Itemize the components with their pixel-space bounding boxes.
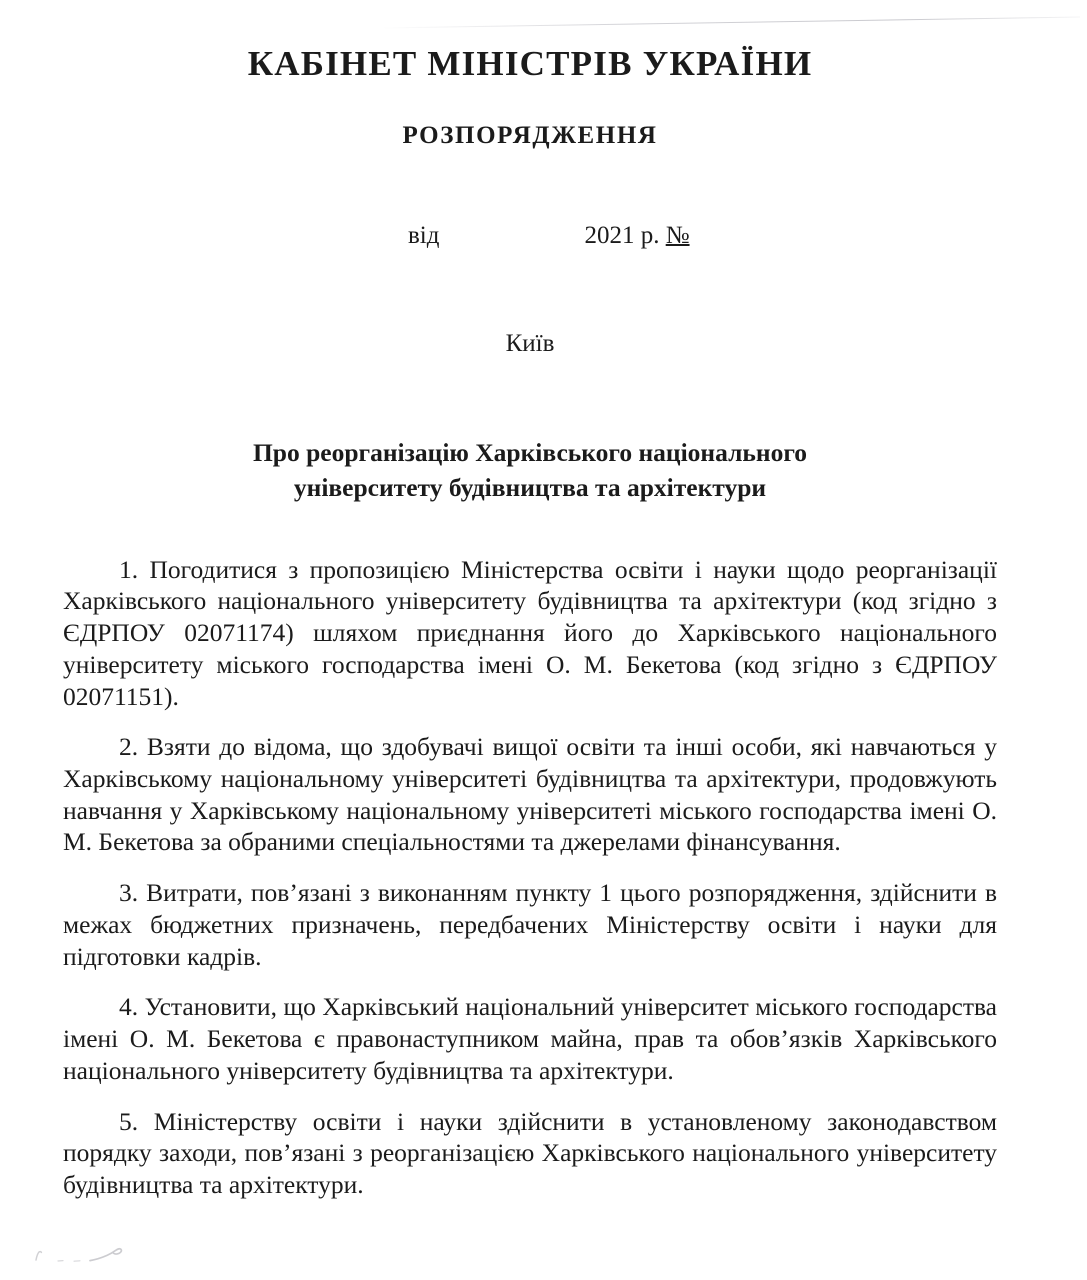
subject-title-line-1: Про реорганізацію Харківського національного [252,438,808,468]
organization-title: КАБІНЕТ МІНІСТРІВ УКРАЇНИ [247,44,813,83]
document-body [63,554,997,1201]
document-content [63,0,997,1201]
scan-smudge-artifact [30,1246,155,1264]
date-year: 2021 р. [584,222,660,250]
document-number-sign: № [665,222,690,250]
clause-paragraph: 1. Погодитися з пропозицією Міністерства освіти і науки щодо реорганізації Харківського національного університету будівництва та архітектури (код згідно з ЄДРПОУ 02071174) шляхом приєднання його до Харківського національного університету міського господарства імені О. М. Бекетова (код згідно з ЄДРПОУ 02071151). [63,554,997,711]
document-type-heading: РОЗПОРЯДЖЕННЯ [402,122,658,150]
city-label: Київ [505,330,555,358]
date-line [63,194,997,278]
clause-paragraph: 2. Взяти до відома, що здобувачі вищої освіти та інші особи, які навчаються у Харківському національному університеті будівництва та архітектури, продовжують навчання у Харківському національному університеті міського господарства імені О. М. Бекетова за обраними спеціальностями та джерелами фінансування. [63,732,997,857]
clause-paragraph: 5. Міністерству освіти і науки здійснити в установленому законодавством порядку заходи, пов’язані з реорганізацією Харківського національного університету будівництва та архітектури. [63,1106,997,1200]
date-prefix-label: від [407,222,440,250]
subject-title [185,436,875,505]
clause-paragraph: 4. Установити, що Харківський національний університет міського господарства імені О. М. Бекетова є правонаступником майна, прав та обов’язків Харківського національного університету будівництва та архітектури. [63,992,997,1085]
subject-title-line-2: університету будівництва та архітектури [293,472,767,502]
clause-paragraph: 3. Витрати, пов’язані з виконанням пункту 1 цього розпорядження, здійснити в межах бюджетних призначень, передбачених Міністерству освіти і науки для підготовки кадрів. [63,878,997,971]
